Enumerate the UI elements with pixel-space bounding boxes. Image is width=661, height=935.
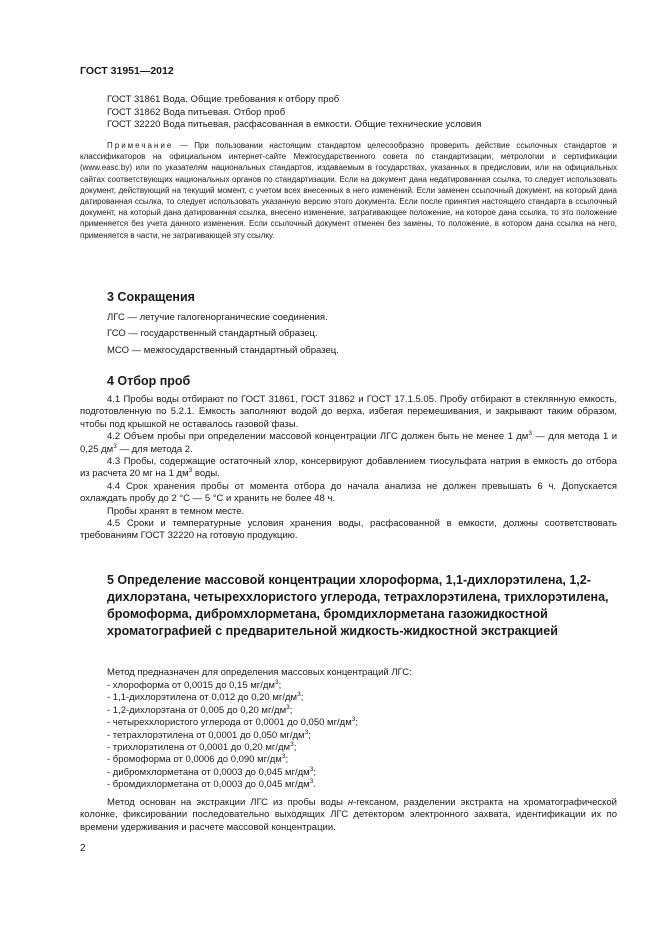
range-item: - четыреххлористого углерода от 0,0001 до 0,050 $мг/дм^3$; <box>107 716 359 729</box>
abbreviation-item: ЛГС — летучие галогенорганические соединения. <box>107 312 328 323</box>
method-intro: Метод предназначен для определения массовых концентраций ЛГС: <box>107 667 412 678</box>
document-code-header: ГОСТ 31951—2012 <box>80 65 174 77</box>
range-item: - трихлорэтилена от 0,0001 до 0,20 $мг/дм^3$; <box>107 740 297 754</box>
range-item: - 1,1-дихлорэтилена от 0,012 до 0,20 $мг/дм^3$; <box>107 691 304 704</box>
page-number: 2 <box>80 843 86 854</box>
references-note <box>80 140 617 241</box>
note-dash: — <box>173 141 195 150</box>
range-item: - хлороформа от 0,0015 до 0,15 $мг/дм^3$; <box>107 678 282 691</box>
range-item: - бромоформа от 0,0006 до 0,090 $мг/дм^3$; <box>107 753 289 766</box>
concentration-ranges-list <box>107 680 617 792</box>
paragraph-4-3: 4.3 Пробы, содержащие остаточный хлор, консервируют добавлением тиосульфата натрия в емкость до отбора из расчета 20 мг на 1 $дм^3$ воды. <box>80 456 617 480</box>
paragraph-4-1: 4.1 Пробы воды отбирают по ГОСТ 31861, ГОСТ 31862 и ГОСТ 17.1.5.05. Пробу отбирают в стеклянную емкость, подготовленную по 5.2.1. Емкость заполняют водой до верха, избегая перемешивания, и закрывают таким образом, чтобы под крышкой не оставалось газовой фазы. <box>80 394 617 430</box>
note-label: Примечание <box>107 141 174 150</box>
abbreviations-list <box>107 312 617 357</box>
range-item: - бромдихлорметана от 0,0003 до 0,045 $мг/дм^3$. <box>107 778 316 791</box>
range-item: - 1,2-дихлорэтана от 0,005 до 0,20 $мг/дм^3$; <box>107 703 293 716</box>
paragraph-4-5: 4.5 Сроки и температурные условия хранения воды, расфасованной в емкости, должны соответствовать требованиям ГОСТ 32220 на готовую продукцию. <box>80 518 617 542</box>
paragraph-4-4-storage: Пробы хранят в темном месте. <box>107 505 245 517</box>
note-text: При пользовании настоящим стандартом целесообразно проверить действие ссылочных стандартов и классификаторов на официальном интернет-сайте Межгосударственного совета по стандартизации, метрологии и сертификации (www.easc.by) или по указателям национальных стандартов, издаваемым в государствах, указанных в предисловии, или на официальных сайтах соответствующих национальных органов по стандартизации. Если на документ дана недатированная ссылка, то следует использовать документ, действующий на текущий момент, с учетом всех внесенных в него изменений. Если заменен ссылочный документ, на который дана датированная ссылка, то следует использовать указанную версию этого документа. Если после принятия настоящего стандарта в ссылочный документ, на который дана датированная ссылка, внесено изменение, затрагивающее положение, на которое дана ссылка, то это положение применяется без учета данного изменения. Если ссылочный документ отменен без замены, то положение, в котором дана ссылка на него, применяется в части, не затрагивающей эту ссылку. <box>80 141 617 240</box>
paragraph-4-2: 4.2 Объем пробы при определении массовой концентрации ЛГС должен быть не менее 1 $дм^3$ — для метода 1 и 0,25 $дм^3$ — для метода 2. <box>80 430 617 455</box>
paragraph-4-4: 4.4 Срок хранения пробы от момента отбора до начала анализа не должен превышать 6 ч. Допускается охлаждать пробу до 2 °С — 5 °С и хранить не более 48 ч. <box>80 480 617 505</box>
range-item: - дибромхлорметана от 0,0003 до 0,045 $мг/дм^3$; <box>107 765 316 778</box>
abbreviation-item: ГСО — государственный стандартный образец. <box>107 328 318 340</box>
method-principle <box>80 797 617 834</box>
normative-references-list <box>107 94 617 132</box>
method-principle-text: Метод основан на экстракции ЛГС из пробы воды н-гексаном, разделении экстракта на хроматографической колонке, фиксировании последовательно выходящих ЛГС детектором электронного захвата, идентификации их по времени удерживания и расчете массовой концентрации. <box>80 797 617 833</box>
section-3-heading: 3 Сокращения <box>107 290 195 304</box>
section-5-body <box>80 667 617 679</box>
section-5-heading: 5 Определение массовой концентрации хлороформа, 1,1-дихлорэтилена, 1,2-дихлорэтана, четыреххлористого углерода, тетрахлорэтилена, трихлорэтилена, бромоформа, дибромхлорметана, бромдихлорметана газожидкостной хроматографией с предварительной жидкость-жидкостной экстракцией <box>107 573 609 638</box>
reference-item: ГОСТ 32220 Вода питьевая, расфасованная в емкости. Общие технические условия <box>107 119 482 130</box>
range-item: - тетрахлорэтилена от 0,0001 до 0,050 $мг/дм^3$; <box>107 728 311 741</box>
section-4-heading: 4 Отбор проб <box>107 374 191 388</box>
reference-item: ГОСТ 31862 Вода питьевая. Отбор проб <box>107 106 286 118</box>
abbreviation-item: МСО — межгосударственный стандартный образец. <box>107 344 339 356</box>
section-4-body <box>80 394 617 543</box>
reference-item: ГОСТ 31861 Вода. Общие требования к отбору проб <box>107 94 340 105</box>
